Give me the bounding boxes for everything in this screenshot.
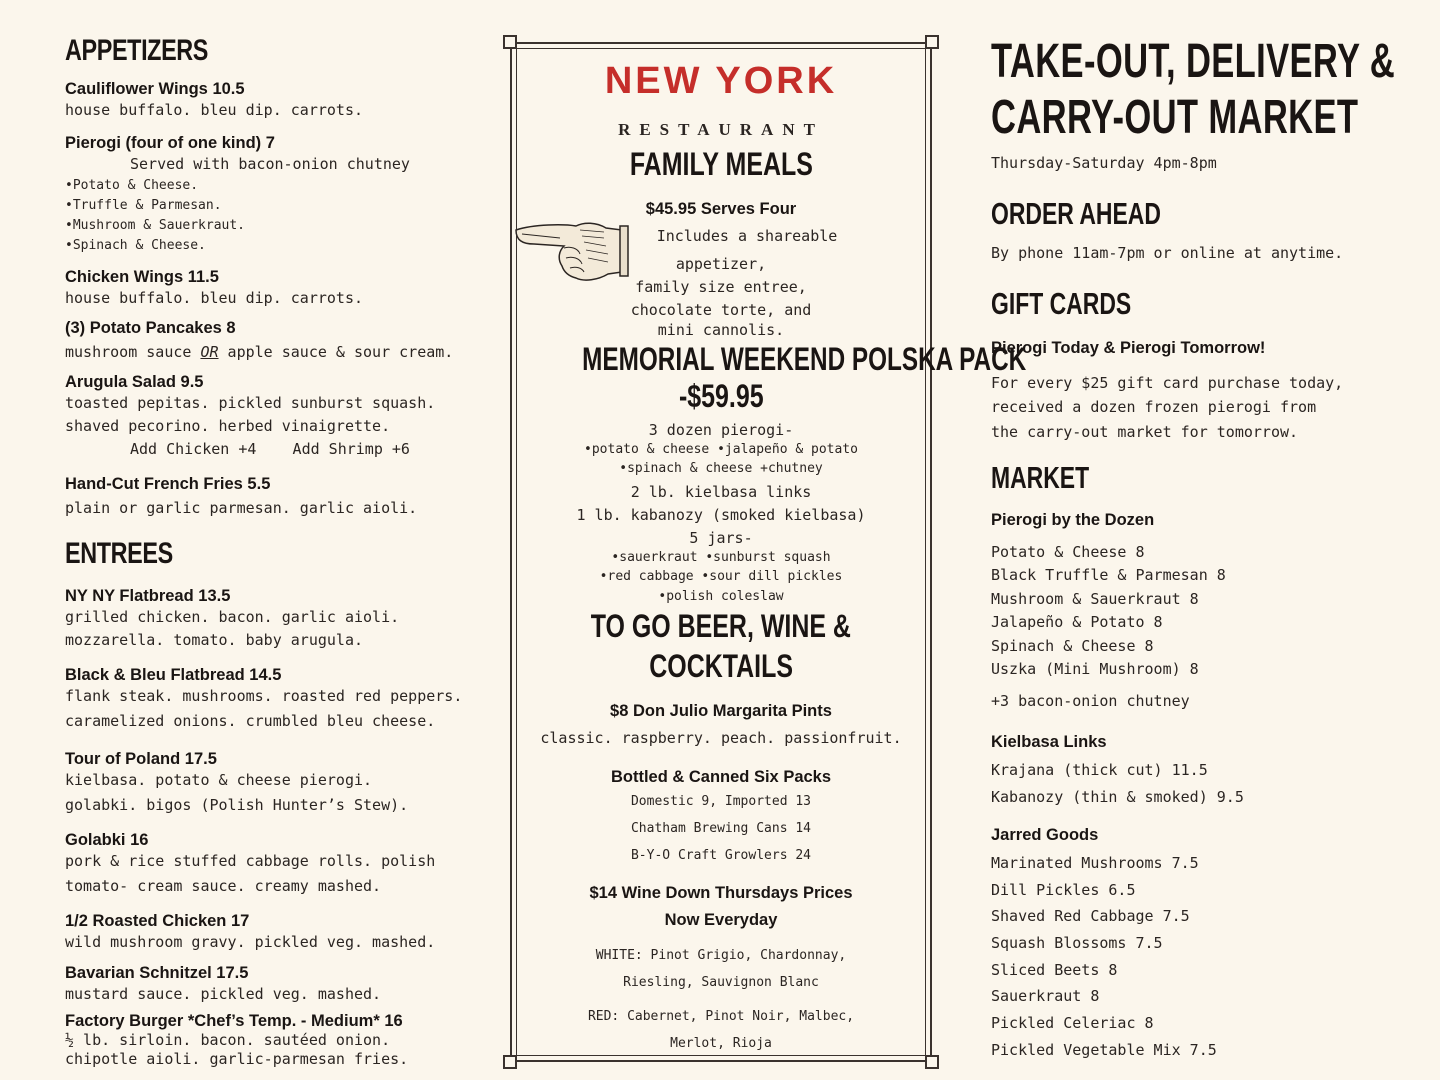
polska-line: 3 dozen pierogi-: [648, 421, 794, 439]
gift-line: For every $25 gift card purchase today,: [991, 374, 1344, 392]
polska-line: •polish coleslaw: [658, 589, 784, 604]
item-name: Hand-Cut French Fries 5.5: [65, 475, 271, 493]
logo-new-york: NEW YORK: [604, 60, 838, 102]
margarita-title: $8 Don Julio Margarita Pints: [610, 702, 832, 720]
menu-item: [65, 662, 462, 733]
desc-part: mushroom sauce: [65, 343, 201, 361]
menu-item: [65, 1008, 408, 1069]
item-name: 1/2 Roasted Chicken 17: [65, 912, 250, 930]
gift-cards-sub: Pierogi Today & Pierogi Tomorrow!: [991, 339, 1266, 357]
market-item: Black Truffle & Parmesan 8: [991, 566, 1226, 584]
polska-line: •red cabbage •sour dill pickles: [599, 569, 843, 584]
item-desc: kielbasa. potato & cheese pierogi.: [65, 771, 373, 789]
pierogi-option: •Truffle & Parmesan.: [65, 198, 222, 213]
item-desc: golabki. bigos (Polish Hunter’s Stew).: [65, 796, 409, 814]
market-item: Potato & Cheese 8: [991, 543, 1145, 561]
heading-text: TO GO BEER, WINE &: [590, 608, 852, 644]
item-desc: plain or garlic parmesan. garlic aioli.: [65, 499, 418, 517]
item-desc: mustard sauce. pickled veg. mashed.: [65, 985, 382, 1003]
logo-restaurant: RESTAURANT: [618, 120, 824, 139]
market-item: Spinach & Cheese 8: [991, 637, 1154, 655]
market-extra: +3 bacon-onion chutney: [991, 692, 1190, 710]
polska-heading: [512, 341, 1027, 378]
gift-line: the carry-out market for tomorrow.: [991, 423, 1299, 441]
wine-red: RED: Cabernet, Pinot Noir, Malbec,: [587, 1009, 855, 1024]
item-desc: [65, 341, 453, 364]
market-item: Squash Blossoms 7.5: [991, 934, 1163, 952]
sixpack-line: B-Y-O Craft Growlers 24: [630, 848, 811, 863]
gift-cards-heading: GIFT CARDS: [991, 286, 1132, 321]
family-line: mini cannolis.: [657, 321, 785, 339]
menu-item: [65, 130, 410, 256]
polska-line: •potato & cheese •jalapeño & potato: [584, 442, 858, 457]
order-ahead-heading: ORDER AHEAD: [991, 196, 1161, 231]
market-item: Sliced Beets 8: [991, 961, 1118, 979]
takeout-title: TAKE-OUT, DELIVERY &: [991, 35, 1396, 88]
heading-text: -$59.95: [678, 378, 764, 414]
wine-title: $14 Wine Down Thursdays Prices: [589, 884, 853, 902]
polska-line: •sauerkraut •sunburst squash: [611, 550, 831, 565]
family-line: family size entree,: [635, 278, 807, 296]
item-desc: tomato- cream sauce. creamy mashed.: [65, 877, 382, 895]
wine-red: Merlot, Rioja: [670, 1036, 772, 1051]
order-ahead-desc: By phone 11am-7pm or online at anytime.: [991, 244, 1344, 262]
market-item: Sauerkraut 8: [991, 987, 1100, 1005]
item-desc: wild mushroom gravy. pickled veg. mashed.: [65, 933, 436, 951]
takeout-title: CARRY-OUT MARKET: [991, 91, 1359, 144]
desc-part: apple sauce & sour cream.: [218, 343, 454, 361]
family-line: appetizer,: [675, 255, 767, 273]
item-desc: flank steak. mushrooms. roasted red peppers.: [65, 687, 463, 705]
market-item: Dill Pickles 6.5: [991, 881, 1136, 899]
item-desc: shaved pecorino. herbed vinaigrette.: [65, 417, 391, 435]
togo-heading: [512, 608, 930, 645]
hours: Thursday-Saturday 4pm-8pm: [991, 154, 1217, 172]
entrees-heading: ENTREES: [65, 537, 173, 570]
menu-item: [65, 315, 453, 364]
heading-text: COCKTAILS: [649, 648, 793, 684]
pierogi-option: •Mushroom & Sauerkraut.: [65, 218, 246, 233]
market-item: Pickled Celeriac 8: [991, 1014, 1154, 1032]
market-item: Kabanozy (thin & smoked) 9.5: [991, 788, 1244, 806]
kielbasa-title: Kielbasa Links: [991, 733, 1107, 751]
market-item: Marinated Mushrooms 7.5: [991, 854, 1199, 872]
polska-line: 5 jars-: [689, 529, 753, 547]
wine-white: WHITE: Pinot Grigio, Chardonnay,: [595, 948, 847, 963]
market-item: Krajana (thick cut) 11.5: [991, 761, 1208, 779]
item-name: Cauliflower Wings 10.5: [65, 80, 245, 98]
pierogi-option: •Potato & Cheese.: [65, 178, 199, 193]
item-desc: house buffalo. bleu dip. carrots.: [65, 101, 364, 119]
togo-heading: [512, 648, 930, 685]
market-heading: MARKET: [991, 460, 1090, 495]
item-desc: toasted pepitas. pickled sunburst squash.: [65, 394, 436, 412]
item-name: Black & Bleu Flatbread 14.5: [65, 666, 282, 684]
corner-ornament: [503, 35, 517, 49]
market-item: Shaved Red Cabbage 7.5: [991, 907, 1190, 925]
gift-line: received a dozen frozen pierogi from: [991, 398, 1317, 416]
polska-line: •spinach & cheese +chutney: [619, 461, 823, 476]
right-column: [991, 34, 1421, 1059]
item-addons: Add Chicken +4 Add Shrimp +6: [130, 440, 410, 458]
item-desc: grilled chicken. bacon. garlic aioli.: [65, 608, 400, 626]
corner-ornament: [925, 1055, 939, 1069]
family-price: $45.95 Serves Four: [645, 200, 797, 218]
sixpack-line: Domestic 9, Imported 13: [630, 794, 811, 809]
left-column: [65, 34, 485, 1068]
item-name: Arugula Salad 9.5: [65, 373, 204, 391]
polska-price: [512, 378, 930, 415]
item-name: NY NY Flatbread 13.5: [65, 587, 231, 605]
polska-line: 1 lb. kabanozy (smoked kielbasa): [576, 506, 866, 524]
menu-item: [65, 583, 399, 652]
item-name: (3) Potato Pancakes 8: [65, 319, 236, 337]
polska-line: 2 lb. kielbasa links: [630, 483, 812, 501]
menu-item: [65, 264, 363, 310]
market-item: Uszka (Mini Mushroom) 8: [991, 660, 1199, 678]
menu-item: [65, 369, 435, 461]
item-name: Bavarian Schnitzel 17.5: [65, 964, 249, 982]
item-desc: caramelized onions. crumbled bleu cheese.: [65, 712, 436, 730]
item-desc: Served with bacon-onion chutney: [130, 155, 410, 173]
corner-ornament: [925, 35, 939, 49]
family-meals-panel: [510, 42, 1027, 1062]
market-item: Pickled Vegetable Mix 7.5: [991, 1041, 1217, 1059]
margarita-desc: classic. raspberry. peach. passionfruit.: [540, 729, 902, 747]
market-item: Jalapeño & Potato 8: [991, 613, 1163, 631]
item-desc: ½ lb. sirloin. bacon. sautéed onion.: [65, 1031, 391, 1049]
item-desc: mozzarella. tomato. baby arugula.: [65, 631, 364, 649]
menu-item: [65, 471, 417, 520]
item-name: Factory Burger *Chef’s Temp. - Medium* 16: [65, 1012, 403, 1030]
sixpack-title: Bottled & Canned Six Packs: [610, 768, 832, 786]
item-name: Golabki 16: [65, 831, 149, 849]
family-line: Includes a shareable: [656, 227, 838, 245]
menu-item: [65, 908, 435, 954]
sixpack-line: Chatham Brewing Cans 14: [630, 821, 811, 836]
item-desc: pork & rice stuffed cabbage rolls. polish: [65, 852, 436, 870]
appetizers-heading: APPETIZERS: [65, 34, 209, 67]
family-line: chocolate torte, and: [630, 301, 812, 319]
pierogi-dozen-title: Pierogi by the Dozen: [991, 511, 1155, 529]
pierogi-option: •Spinach & Cheese.: [65, 238, 206, 253]
item-desc: chipotle aioli. garlic-parmesan fries.: [65, 1050, 409, 1068]
family-meals-heading: [512, 146, 930, 183]
jarred-title: Jarred Goods: [991, 826, 1099, 844]
item-desc: house buffalo. bleu dip. carrots.: [65, 289, 364, 307]
wine-title: Now Everyday: [664, 911, 778, 929]
market-item: Mushroom & Sauerkraut 8: [991, 590, 1199, 608]
item-name: Tour of Poland 17.5: [65, 750, 217, 768]
item-name: Chicken Wings 11.5: [65, 268, 219, 286]
corner-ornament: [503, 1055, 517, 1069]
desc-or: OR: [200, 343, 219, 361]
wine-white: Riesling, Sauvignon Blanc: [623, 975, 819, 990]
heading-text: MEMORIAL WEEKEND POLSKA PACK: [582, 341, 1027, 377]
menu-item: [65, 76, 363, 122]
menu-item: [65, 960, 381, 1006]
menu-item: [65, 746, 408, 817]
heading-text: FAMILY MEALS: [629, 146, 813, 182]
item-name: Pierogi (four of one kind) 7: [65, 134, 275, 152]
menu-item: [65, 827, 435, 898]
